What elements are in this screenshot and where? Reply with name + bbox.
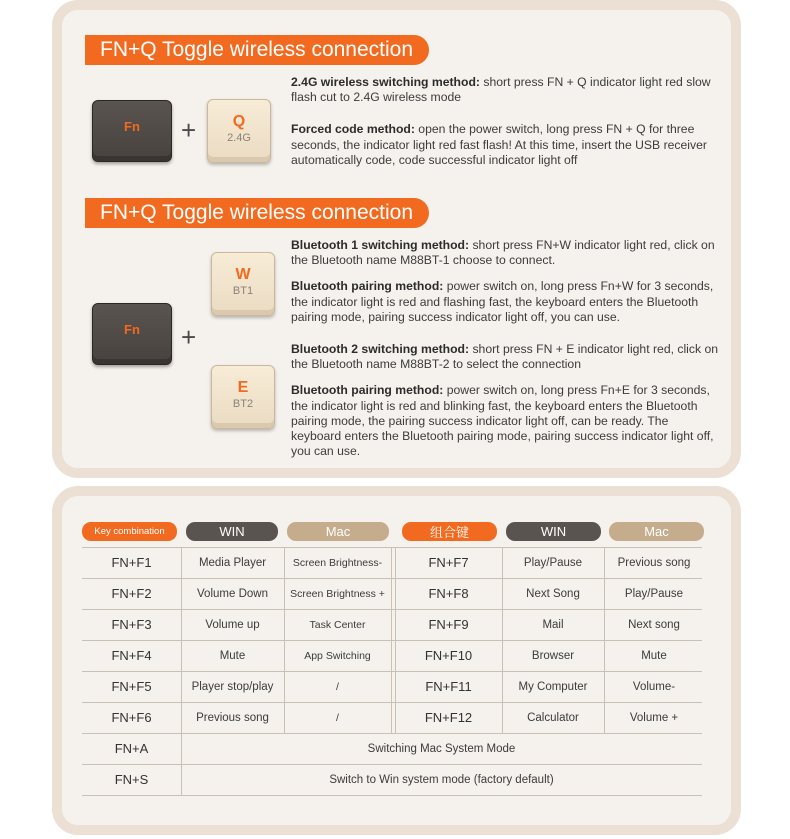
header-mac-left: Mac [287,522,389,541]
bt2-switch-label: Bluetooth 2 switching method: [291,342,470,357]
mode-description-cell: Switching Mac System Mode [367,742,516,755]
mac-function-cell: App Switching [304,649,371,662]
key-combination-cell: FN+S [114,772,149,787]
mac-function-cell: Task Center [309,618,366,631]
win-function-cell: Mute [219,649,246,662]
bt1-switch-label: Bluetooth 1 switching method: [291,238,470,252]
mac-function-cell: / [336,680,339,693]
key-combination-cell: FN+F3 [111,617,152,632]
key-combination-cell: FN+F4 [111,648,152,663]
e-key-sublabel: BT2 [232,397,254,410]
plus-sign-2: + [181,322,197,352]
header-win-right: WIN [506,522,601,541]
q-key-label: Q [232,112,246,130]
fn-key-label-2: Fn [124,321,140,337]
mac-function-cell: Volume + [629,711,679,724]
w-key-label: W [235,265,251,283]
win-function-cell: Volume Down [197,587,268,600]
key-combination-cell: FN+F6 [111,710,152,725]
header-mac-right: Mac [609,522,704,541]
win-function-cell: Volume up [205,618,260,631]
win-function-cell: Mail [542,618,564,631]
mac-function-cell: Screen Brightness + [290,587,385,600]
mac-function-cell: Previous song [617,556,691,569]
win-function-cell: Calculator [527,711,579,724]
win-function-cell: Media Player [198,556,267,569]
header-win-left: WIN [186,522,278,541]
key-combination-cell: FN+F8 [428,586,469,601]
q-key-icon [207,99,271,163]
method-24g-text: short press FN + Q indicator light red slow flash cut to 2.4G wireless mode [291,75,711,105]
win-function-cell: My Computer [518,680,588,693]
bt2-switch-text: short press FN + E indicator light red, click on the Bluetooth name M88BT-2 to select the connection [291,342,719,372]
section-title-24g: FN+Q Toggle wireless connection [85,35,429,65]
win-function-cell: Previous song [196,711,269,724]
win-function-cell: Player stop/play [191,680,274,693]
fn-key-icon [92,100,172,162]
mac-function-cell: Volume- [632,680,676,693]
bt2-pair-label: Bluetooth pairing method: [291,383,444,398]
fn-key-label: Fn [124,118,140,134]
e-key-label: E [237,378,249,396]
mac-function-cell: Play/Pause [624,587,684,600]
w-key-sublabel: BT1 [232,284,254,297]
key-combination-cell: FN+F2 [111,586,152,601]
table-row-divider [82,795,702,796]
bt1-pair-method [291,279,719,325]
section2-description [291,238,719,459]
method-forced-code-text: open the power switch, long press FN + Q for three seconds, the indicator light red fast flash! At this time, insert the USB receiver automatically code, code successful indicator light off [291,122,707,167]
mac-function-cell: Screen Brightness- [292,556,383,569]
section1-description [291,75,711,168]
bt1-pair-label: Bluetooth pairing method: [291,279,444,294]
bt2-pair-method [291,383,719,459]
bt1-switch-text: short press FN+W indicator light red, click on the Bluetooth name M88BT-1 choose to connect. [291,238,715,268]
bt2-switch-method [291,342,719,372]
header-key-combination-cn: 组合键 [402,522,497,541]
mac-function-cell: Next song [628,618,680,631]
method-24g-label: 2.4G wireless switching method: [291,75,480,89]
key-combination-cell: FN+F5 [111,679,152,694]
win-function-cell: Browser [531,649,575,662]
section-title-bluetooth: FN+Q Toggle wireless connection [85,198,429,228]
key-combination-cell: FN+F12 [424,710,473,725]
e-key-icon [211,365,275,429]
header-key-combination: Key combination [82,522,177,541]
bt1-switch-method [291,238,719,268]
plus-sign: + [181,115,197,145]
win-function-cell: Next Song [526,587,580,600]
mac-function-cell: / [336,711,339,724]
key-combination-cell: FN+F9 [428,617,469,632]
key-combination-cell: FN+F1 [111,555,152,570]
method-24g [291,75,711,105]
win-function-cell: Play/Pause [523,556,583,569]
key-combination-cell: FN+F11 [425,679,472,694]
bt1-pair-text: power switch on, long press Fn+W for 3 seconds, the indicator light is red and flashing fast, the keyboard enters the Bluetooth pairing mode, pairing success indicator light off, you can use. [291,279,714,324]
fn-key-icon-2 [92,303,172,365]
q-key-sublabel: 2.4G [227,131,251,144]
bt2-pair-text: power switch on, long press Fn+E for 3 seconds, the indicator light is red and blinking fast, the keyboard enters the Bluetooth pairing mode, the pairing success indicator light off, can be ready. The keyboard enters the Bluetooth pairing mode, pairing success indicator light off, you can use. [291,383,714,459]
mode-description-cell: Switch to Win system mode (factory default) [329,773,554,786]
key-combination-cell: FN+F10 [424,648,473,663]
table-column-divider [391,547,392,733]
mac-function-cell: Mute [641,649,667,662]
method-forced-code [291,122,711,168]
key-combination-cell: FN+A [114,741,149,756]
key-combination-cell: FN+F7 [428,555,469,570]
w-key-icon [211,252,275,316]
method-forced-code-label: Forced code method: [291,122,415,137]
